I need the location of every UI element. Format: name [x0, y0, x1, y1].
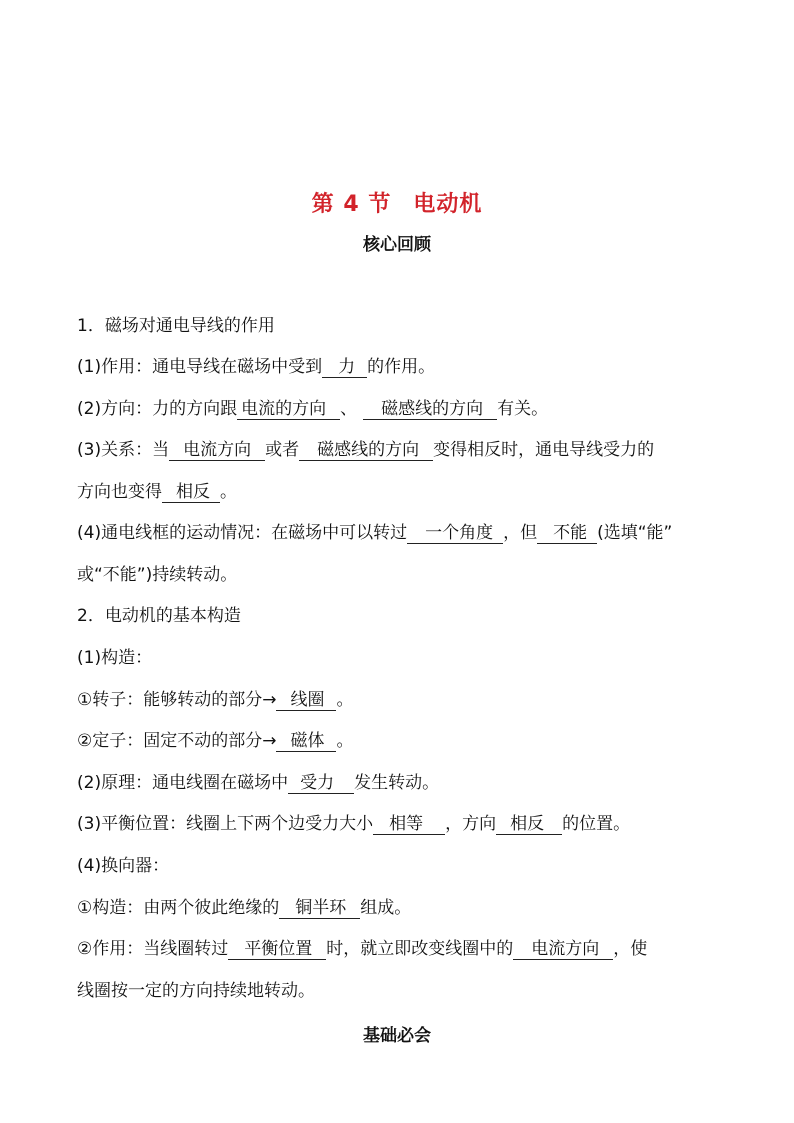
fill-in-answer: 磁体: [276, 731, 336, 752]
title-name: 电动机: [413, 192, 483, 217]
text: (选填“能”: [597, 523, 673, 543]
fill-in-answer: 相等: [373, 814, 445, 835]
fill-in-answer: 铜半环: [279, 898, 360, 919]
fill-in-answer: 一个角度: [407, 523, 503, 544]
text: 组成。: [360, 898, 412, 918]
item-2-4: (4)换向器：: [77, 856, 170, 876]
text: 发生转动。: [354, 773, 440, 793]
fill-in-answer: 不能: [537, 523, 597, 544]
text: 或者: [265, 440, 300, 460]
text: 。: [336, 731, 354, 751]
text: ①转子：能够转动的部分→: [77, 690, 277, 710]
item-2-1-stator: [77, 729, 353, 753]
title-suffix: 节: [368, 192, 392, 217]
text: 。: [336, 690, 354, 710]
title-prefix: 第: [311, 192, 335, 217]
fill-in-answer: 线圈: [276, 690, 336, 711]
item-1-4: [77, 521, 672, 545]
text: 的位置。: [562, 814, 631, 834]
text: (3)平衡位置：线圈上下两个边受力大小: [77, 814, 374, 834]
text: 方向也变得: [77, 482, 162, 502]
item-2-heading: 2．电动机的基本构造: [77, 606, 241, 626]
text: (3)关系：当: [77, 440, 170, 460]
text: (1)作用：通电导线在磁场中受到: [77, 357, 323, 377]
item-1-4-cont: 或“不能”)持续转动。: [77, 565, 238, 585]
item-1-heading: 1．磁场对通电导线的作用: [77, 316, 275, 336]
text: 有关。: [497, 399, 549, 419]
fill-in-answer: 相反: [496, 814, 562, 835]
text: 。: [220, 482, 237, 502]
item-1-3-cont: [77, 480, 237, 504]
fill-in-answer: 平衡位置: [228, 939, 326, 960]
text: ①构造：由两个彼此绝缘的: [77, 898, 280, 918]
item-2-1-rotor: [77, 688, 353, 712]
fill-in-answer: 电流方向: [513, 939, 613, 960]
fill-in-answer: 力: [322, 357, 367, 378]
title-number: 4: [343, 192, 360, 217]
fill-in-answer: 磁感线的方向: [363, 399, 497, 420]
section-heading-review: 核心回顾: [363, 235, 431, 255]
text: ②定子：固定不动的部分→: [77, 731, 277, 751]
page-title: [0, 187, 794, 218]
item-2-2: [77, 771, 439, 795]
text: ②作用：当线圈转过: [77, 939, 229, 959]
text: 时，就立即改变线圈中的: [326, 939, 514, 959]
item-2-3: [77, 812, 630, 836]
text: (2)原理：通电线圈在磁场中: [77, 773, 289, 793]
text: (4)通电线框的运动情况：在磁场中可以转过: [77, 523, 408, 543]
text: 、: [340, 399, 358, 419]
fill-in-answer: 电流方向: [169, 440, 265, 461]
item-2-1: (1)构造：: [77, 648, 153, 668]
section-heading-basics: 基础必会: [363, 1026, 431, 1046]
item-2-4-function-cont: 线圈按一定的方向持续地转动。: [77, 981, 315, 1001]
fill-in-answer: 电流的方向: [237, 399, 340, 420]
item-1-1: [77, 355, 435, 379]
item-1-2: [77, 397, 548, 421]
text: 的作用。: [367, 357, 436, 377]
fill-in-answer: 受力: [288, 773, 354, 794]
item-2-4-function: [77, 937, 647, 961]
text: ，但: [503, 523, 538, 543]
text: (2)方向：力的方向跟: [77, 399, 238, 419]
text: 变得相反时，通电导线受力的: [433, 440, 655, 460]
fill-in-answer: 磁感线的方向: [299, 440, 433, 461]
item-2-4-structure: [77, 896, 411, 920]
text: ，使: [613, 939, 648, 959]
item-1-3: [77, 438, 654, 462]
text: ，方向: [445, 814, 497, 834]
fill-in-answer: 相反: [162, 482, 220, 503]
